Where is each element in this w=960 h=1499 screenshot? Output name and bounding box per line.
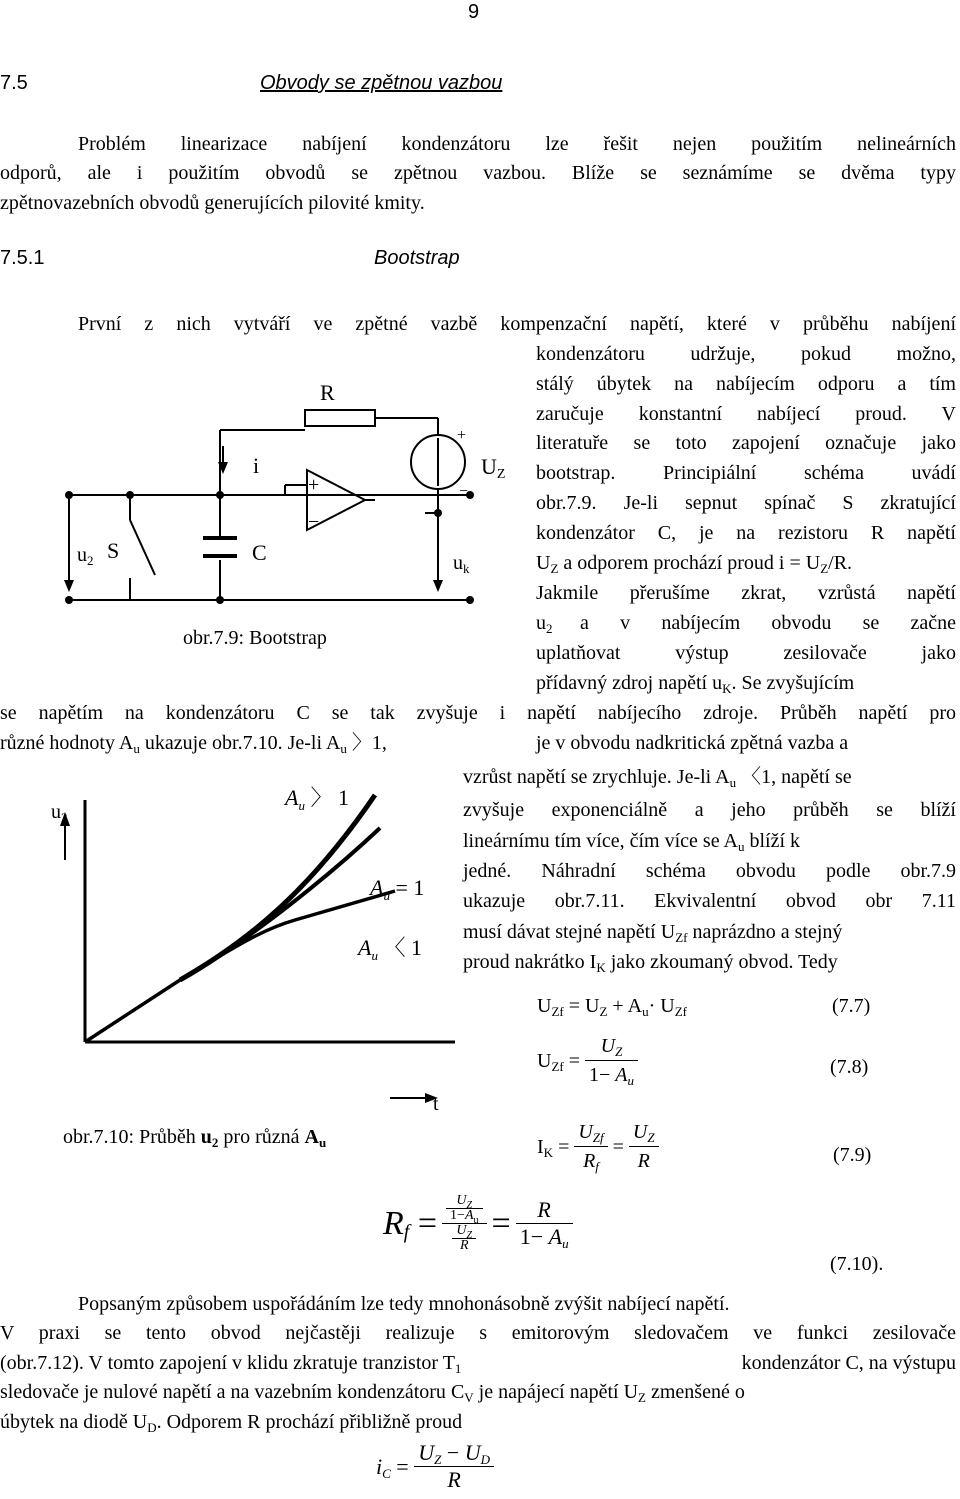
equation-7-9: $I_K$ = $\frac{U_{Zf}}{R_f}$ = $\frac{U_Z}{R}$ [537, 1118, 659, 1175]
p1-line-2: kondenzátoru udržuje, pokud možno, [536, 343, 956, 365]
equation-7-8-number: (7.8) [830, 1056, 869, 1078]
node [65, 596, 73, 604]
p2-line-3: (obr.7.12). V tomto zapojení v klidu zkratuje tranzistor $T_1$ kondenzátor C, na výstupu [0, 1352, 956, 1376]
p1-line-6: bootstrap. Principiální schéma uvádí [536, 462, 956, 484]
p1-line-18: lineárnímu tím více, čím více se $A_u$ blíží k [463, 830, 800, 854]
p1-line-14: se napětím na kondenzátoru C se tak zvyšuje i napětí nabíjecího zdroje. Průběh napětí pro [0, 702, 956, 724]
p1-line-11: $u_2$ a v nabíjecím obvodu se začne [536, 612, 956, 636]
resistor-label: R [320, 380, 335, 405]
switch-label: S [107, 538, 120, 563]
p1-line-7: obr.7.9. Je-li sepnut spínač S zkratující [536, 492, 956, 514]
u2-arrow-head [64, 580, 74, 592]
p1-line-9: $U_Z$ a odporem prochází proud $i = U_Z/R$. [536, 552, 853, 576]
equation-7-8: $U_{Zf}$ = $\frac{U_Z}{1- A_u}$ [537, 1032, 638, 1089]
switch-s [130, 520, 155, 575]
p1-line-10: Jakmile přerušíme zkrat, vzrůstá napětí [536, 582, 956, 604]
equation-ic: $i_C$ = $\frac{U_Z - U_D}{R}$ [376, 1440, 494, 1493]
fig-7-10-caption: obr.7.10: Průběh $u_2$ pro různá $A_u$ [63, 1126, 327, 1150]
source-plus-sign: + [457, 427, 467, 444]
curve-au-greater-1 [180, 795, 375, 980]
p1-line-16: vzrůst napětí se zrychluje. Je-li $A_u$ 〈1, napětí se [463, 766, 852, 790]
p1-line-5: literatuře se toto zapojení označuje jako [536, 432, 956, 454]
p1-line-13: přídavný zdroj napětí $u_K$. Se zvyšujícím [536, 672, 855, 696]
label-au-gt-1: $A_u$ 〉 1 [285, 785, 349, 813]
section-title: Obvody se zpětnou vazbou [260, 72, 503, 94]
svg-text:u2: $u_2$ [51, 801, 68, 825]
p1-line-20: ukazuje obr.7.11. Ekvivalentní obvod obr 7.11 [463, 890, 956, 912]
node [126, 491, 134, 499]
node [216, 596, 224, 604]
p1-line-1: První z nich vytváří ve zpětné vazbě kompenzační napětí, které v průběhu nabíjení [78, 313, 956, 335]
p1-line-21: musí dávat stejné napětí $U_{Zf}$ naprázdno a stejný [463, 921, 843, 945]
label-au-eq-1: $A_u = 1$ [370, 875, 425, 903]
equation-7-9-number: (7.9) [833, 1144, 872, 1166]
intro-line-1: Problém linearizace nabíjení kondenzátoru lze řešit nejen použitím nelineárních [78, 133, 956, 155]
capacitor-label: C [252, 540, 267, 565]
u2-curves-chart [50, 780, 470, 1120]
source-minus-sign: − [459, 483, 469, 500]
resistor-r [305, 410, 375, 426]
subsection-number: 7.5.1 [0, 247, 45, 269]
p1-line-15b: je v obvodu nadkritická zpětná vazba a [536, 732, 849, 754]
equation-7-7-number: (7.7) [832, 995, 871, 1017]
current-label: i [253, 453, 260, 478]
minus-sign: − [308, 511, 320, 533]
p1-line-15: různé hodnoty $A_u$ ukazuje obr.7.10. Je-li $A_u$ 〉1, [0, 732, 387, 756]
uk-label: $u_k$ [453, 552, 470, 576]
p1-line-12: uplatňovat výstup zesilovače jako [536, 642, 956, 664]
section-number: 7.5 [0, 72, 28, 94]
equation-7-7: $U_{Zf} = U_Z + A_u\cdot U_{Zf}$ [537, 995, 687, 1019]
fig-7-9-caption: obr.7.9: Bootstrap [183, 627, 327, 649]
p1-line-22: proud nakrátko $I_K$ jako zkoumaný obvod. Tedy [463, 951, 838, 975]
p1-line-4: zaručuje konstantní nabíjecí proud. V [536, 403, 956, 425]
p1-line-17: zvyšuje exponenciálně a jeho průběh se blíží [463, 799, 956, 821]
intro-line-3: zpětnovazebních obvodů generujících pilovité kmity. [0, 192, 425, 214]
label-au-lt-1: $A_u$ 〈 1 [358, 935, 422, 963]
uz-label: UZ [481, 454, 506, 482]
page-number: 9 [468, 1, 480, 23]
equation-7-10: $R_f$ = $\frac{\frac{U_Z}{1-A_u}}{\frac{U_Z}{R}}$ = $\frac{R}{1- A_u}$ [383, 1194, 573, 1253]
svg-text:t: t [433, 1093, 439, 1115]
node [216, 491, 224, 499]
p2-line-4: sledovače je nulové napětí a na vazebním kondenzátoru $C_V$ je napájecí napětí $U_Z$ zmenšené o [0, 1381, 745, 1405]
p2-line-1: Popsaným způsobem uspořádáním lze tedy mnohonásobně zvýšit nabíjecí napětí. [78, 1293, 730, 1315]
p1-line-3: stálý úbytek na nabíjecím odporu a tím [536, 373, 956, 395]
node [466, 596, 474, 604]
p2-line-5: úbytek na diodě $U_D$. Odporem R prochází přibližně proud [0, 1411, 463, 1435]
plus-sign: + [308, 474, 320, 496]
equation-7-10-number: (7.10). [830, 1253, 884, 1275]
uk-arrow-head [433, 580, 443, 592]
p1-line-19: jedné. Náhradní schéma obvodu podle obr.7.9 [463, 860, 956, 882]
u2-label: $u_2$ [77, 544, 94, 568]
subsection-title: Bootstrap [374, 247, 460, 269]
p1-line-8: kondenzátor C, je na rezistoru R napětí [536, 522, 956, 544]
node [65, 491, 73, 499]
node [434, 509, 442, 517]
curve-au-less-1 [85, 891, 395, 1042]
p2-line-2: V praxi se tento obvod nejčastěji realizuje s emitorovým sledovačem ve funkci zesilovače [0, 1322, 956, 1344]
intro-line-2: odporů, ale i použitím obvodů se zpětnou vazbou. Blíže se seznámíme se dvěma typy [0, 162, 956, 184]
